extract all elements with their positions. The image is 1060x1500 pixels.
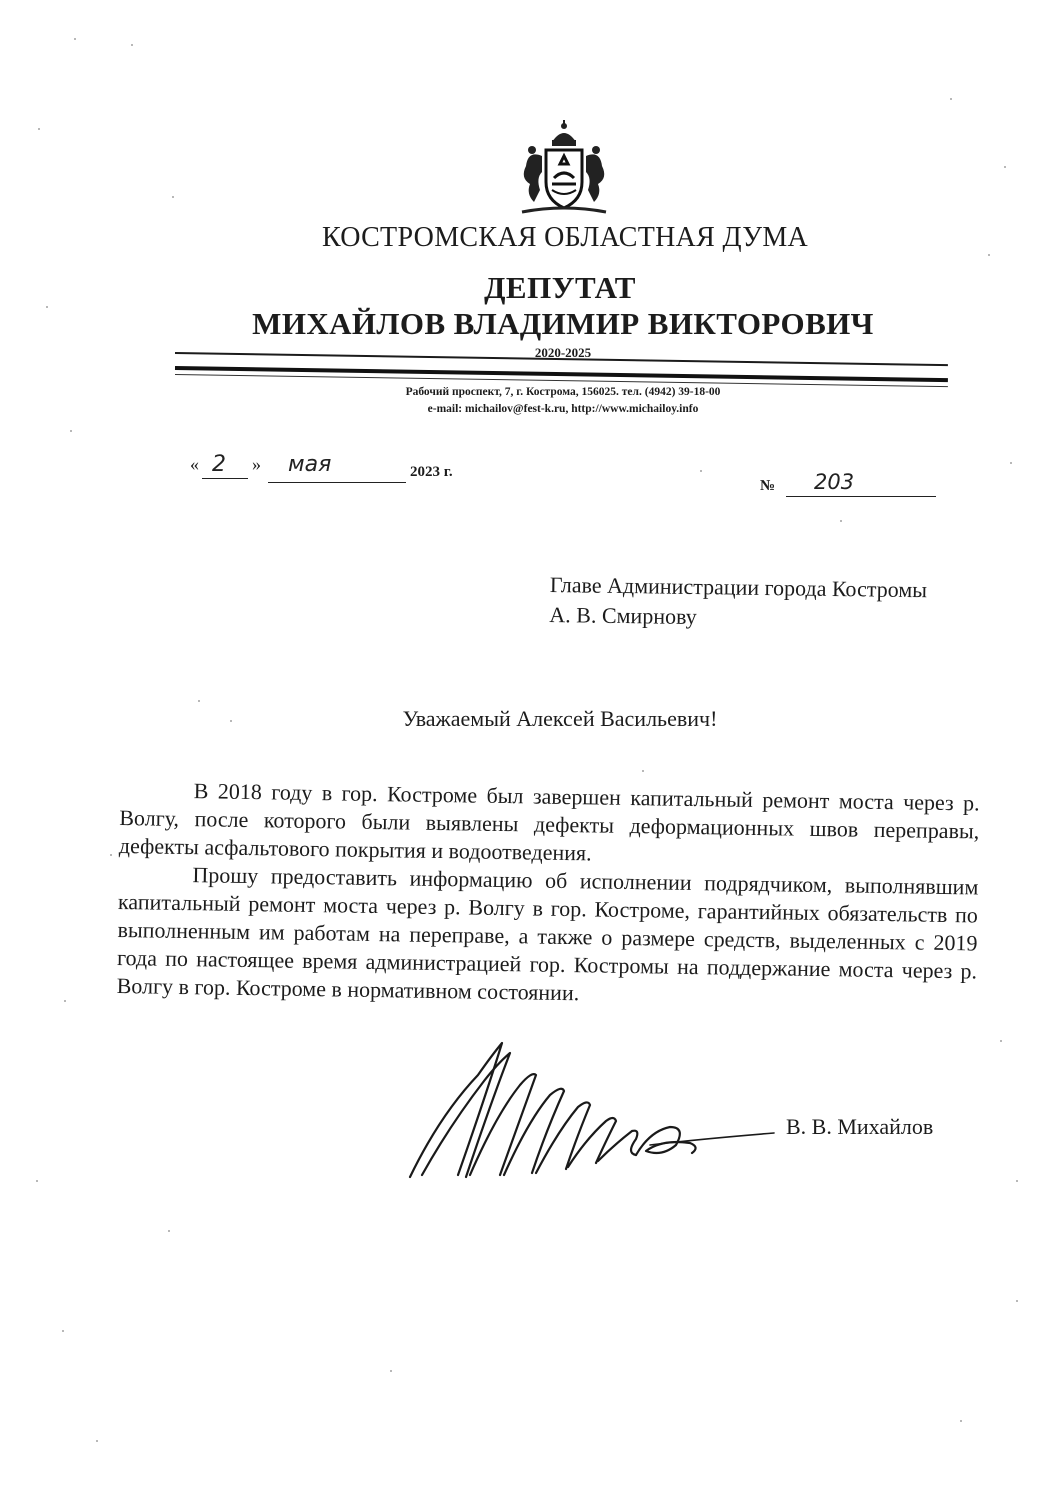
term-years: 2020-2025 (534, 345, 592, 360)
date-day-underline (202, 478, 248, 479)
body-paragraph-1: В 2018 году в гор. Костроме был завершен капитальный ремонт моста через р. Волгу, после которого были выявлены дефекты деформационных швов переправы, дефекты асфальтового покрытия и водоотведения. (118, 778, 980, 866)
greeting: Уважаемый Алексей Васильевич! (402, 706, 718, 731)
deputy-name: МИХАЙЛОВ ВЛАДИМИР ВИКТОРОВИЧ (252, 306, 874, 341)
letter-number (760, 470, 940, 504)
letter-date (190, 452, 490, 486)
number-label: № (760, 478, 776, 494)
organization-name: КОСТРОМСКАЯ ОБЛАСТНАЯ ДУМА (321, 222, 809, 253)
number-underline (786, 496, 936, 497)
date-year: 2023 г. (410, 464, 453, 480)
signer-name: В. В. Михайлов (786, 1114, 934, 1139)
letter-body (116, 776, 979, 1013)
handwritten-signature (400, 1035, 780, 1185)
date-quote-open: « (190, 454, 199, 474)
date-month-underline (268, 482, 406, 483)
position-title: ДЕПУТАТ (484, 270, 636, 305)
addressee-line-2: А. В. Смирнову (549, 601, 697, 630)
body-paragraph-2: Прошу предоставить информацию об исполнении подрядчиком, выполнявшим капитальный ремонт моста через р. Волгу в гор. Костроме, гарантийных обязательств по выполненным им работам на переправе, а также о размере средств, выделенных с 2019 года по настоящее время администрацией гор. Костромы на поддержание моста через р. Волгу в гор. Костроме в нормативном состоянии. (116, 862, 979, 1006)
number-value: 203 (814, 470, 855, 494)
addressee-line-1: Главе Администрации города Костромы (549, 571, 928, 603)
addressee-block (549, 570, 927, 635)
address-line: Рабочий проспект, 7, г. Кострома, 156025. тел. (4942) 39-18-00 (405, 386, 721, 398)
date-day: 2 (212, 452, 226, 477)
coat-of-arms-icon (508, 120, 620, 220)
date-month: мая (288, 452, 332, 477)
date-quote-close: » (252, 454, 261, 474)
contacts-line: e-mail: michailov@fest-k.ru, http://www.michailoy.info (427, 403, 699, 415)
